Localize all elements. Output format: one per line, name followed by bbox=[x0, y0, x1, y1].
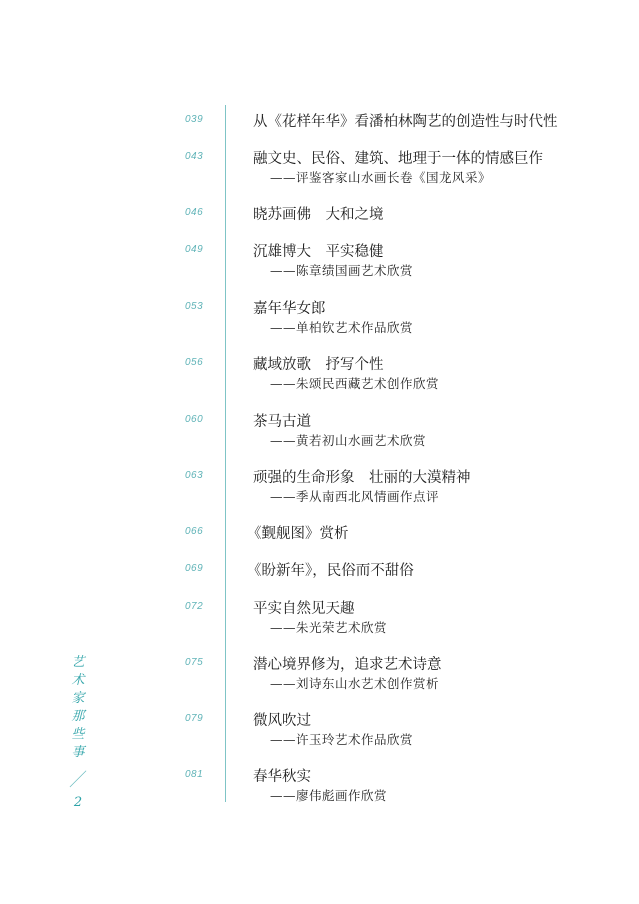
book-title-sidebar bbox=[68, 654, 88, 812]
toc-subtitle: ——季从南西北风情画作点评 bbox=[270, 489, 440, 504]
toc-page-number: 081 bbox=[185, 769, 204, 780]
toc-page-number: 039 bbox=[185, 114, 204, 125]
toc-subtitle: ——朱颂民西藏艺术创作欣赏 bbox=[270, 376, 440, 391]
toc-title: 平实自然见天趣 bbox=[253, 601, 355, 617]
toc-title: 嘉年华女郎 bbox=[253, 301, 326, 317]
toc-page-number: 069 bbox=[185, 563, 204, 574]
toc-title: 从《花样年华》看潘柏林陶艺的创造性与时代性 bbox=[253, 114, 558, 130]
toc-page-number: 079 bbox=[185, 713, 204, 724]
toc-subtitle: ——刘诗东山水艺术创作赏析 bbox=[270, 676, 440, 691]
toc-page-number: 046 bbox=[185, 207, 204, 218]
toc-title: 《觐舰图》赏析 bbox=[247, 526, 349, 542]
book-title-char: 术 bbox=[71, 673, 85, 688]
toc-subtitle: ——陈章绩国画艺术欣赏 bbox=[270, 263, 414, 278]
toc-subtitle: ——许玉玲艺术作品欣赏 bbox=[270, 732, 414, 747]
toc-title: 茶马古道 bbox=[253, 414, 311, 430]
book-title-char: 艺 bbox=[71, 655, 85, 670]
toc-title: 晓苏画佛 大和之境 bbox=[253, 207, 384, 223]
toc-subtitle: ——朱光荣艺术欣赏 bbox=[270, 620, 388, 635]
toc-page-number: 075 bbox=[185, 657, 204, 668]
book-title-char: 家 bbox=[71, 691, 85, 706]
toc-page-number: 060 bbox=[185, 414, 204, 425]
toc-title: 潜心境界修为，追求艺术诗意 bbox=[253, 657, 442, 673]
toc-title: 沉雄博大 平实稳健 bbox=[253, 244, 384, 260]
toc-subtitle: ——廖伟彪画作欣赏 bbox=[270, 788, 388, 803]
toc-title: 《盼新年》，民俗而不甜俗 bbox=[247, 563, 414, 579]
toc-title: 微风吹过 bbox=[253, 713, 311, 729]
vertical-divider bbox=[225, 105, 226, 802]
toc-title: 藏域放歌 抒写个性 bbox=[253, 357, 384, 373]
toc-page-number: 066 bbox=[185, 526, 204, 537]
book-title-char: 那 bbox=[71, 709, 85, 724]
toc-page-number: 056 bbox=[185, 357, 204, 368]
toc-page-number: 072 bbox=[185, 601, 204, 612]
toc-title: 春华秋实 bbox=[253, 769, 311, 785]
separator-slash: ／ bbox=[69, 770, 87, 791]
toc-subtitle: ——黄若初山水画艺术欣赏 bbox=[270, 433, 427, 448]
toc-title: 顽强的生命形象 壮丽的大漠精神 bbox=[253, 470, 471, 486]
folio-page-number: 2 bbox=[73, 795, 83, 810]
toc-page-number: 053 bbox=[185, 301, 204, 312]
toc-page-number: 049 bbox=[185, 244, 204, 255]
toc-subtitle: ——评鉴客家山水画长卷《国龙风采》 bbox=[270, 170, 492, 185]
toc-title: 融文史、民俗、建筑、地理于一体的情感巨作 bbox=[253, 151, 543, 167]
book-title-char: 些 bbox=[71, 727, 85, 742]
toc-subtitle: ——单柏钦艺术作品欣赏 bbox=[270, 320, 414, 335]
toc-page-number: 063 bbox=[185, 470, 204, 481]
toc-page-number: 043 bbox=[185, 151, 204, 162]
book-title-char: 事 bbox=[71, 745, 85, 760]
